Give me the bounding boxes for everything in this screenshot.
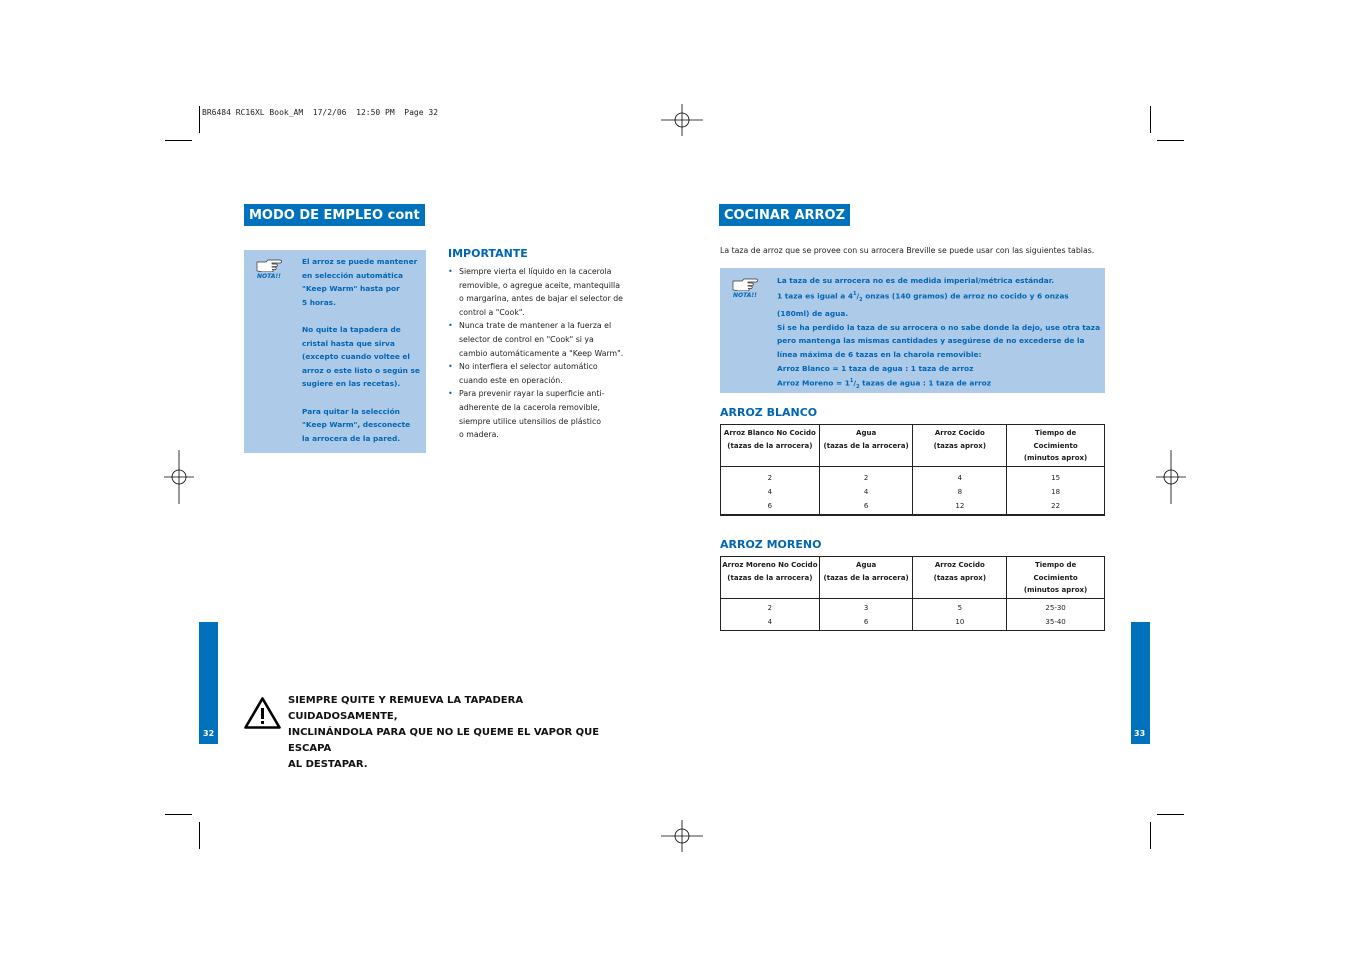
page-tab [199,622,218,744]
list-item [448,265,638,319]
bullet-line: No interfiera el selector automático [459,362,598,372]
bullet-line: cambio automáticamente a "Keep Warm". [459,348,624,358]
column-header: Arroz Blanco No Cocido (tazas de la arrocera) [721,425,820,467]
bullet-line: Siempre vierta el líquido en la cacerola [459,267,612,276]
page-heading: COCINAR ARROZ [719,204,850,226]
note-line: sugiere en las recetas). [302,379,401,389]
bullet-line: removible, o agregue aceite, mantequilla [459,280,620,290]
bullet-line: o madera. [459,430,499,440]
registration-mark-icon [1156,450,1186,504]
note-line: en selección automática [302,270,403,280]
bullet-line: o margarina, antes de bajar el selector de [459,294,623,304]
page-number: 33 [1134,729,1146,738]
page-number: 32 [203,729,215,738]
note-label: NOTA!! [733,292,757,299]
table-cell: 2 4 6 [819,466,913,515]
print-slug: BR6484 RC16XL Book_AM 17/2/06 12:50 PM Page 32 [202,108,439,117]
note-line: 5 horas. [302,297,336,307]
note-line: "Keep Warm", desconecte [302,420,411,430]
note-line [302,309,424,323]
rice-table-blanco [720,424,1105,516]
note-text [302,255,424,445]
table-row [721,598,1105,630]
table-cell: 4 8 12 [913,466,1007,515]
crop-mark [199,822,200,849]
crop-mark [165,814,192,815]
table-cell: 3 6 [819,598,913,630]
note-line: pero mantenga las mismas cantidades y asegúrese de no excederse de la [777,336,1085,346]
bullet-line: siempre utilice utensilios de plástico [459,416,602,426]
table-header-row [721,557,1105,599]
table-cell: 25-30 35-40 [1007,598,1105,630]
note-box [720,268,1105,393]
registration-mark-icon [661,820,703,852]
note-line: Si se ha perdido la taza de su arrocera o no sabe donde la dejo, use otra taza [777,322,1101,332]
pointing-hand-icon [256,258,282,272]
registration-mark-icon [164,450,194,504]
note-span: tazas de agua : 1 taza de arroz [859,378,992,388]
rice-table-moreno [720,556,1105,631]
note-line: "Keep Warm" hasta por [302,284,400,294]
bullet-icon: • [448,321,453,331]
warning-line: SIEMPRE QUITE Y REMUEVA LA TAPADERA CUIDADOSAMENTE, [288,695,524,722]
column-header: Tiempo de Cocimiento (minutos aprox) [1007,425,1105,467]
crop-mark [1150,106,1151,133]
bullet-line: adherente de la cacerola removible, [459,402,600,412]
note-line: La taza de su arrocera no es de medida imperial/métrica estándar. [777,276,1055,285]
importante-heading: IMPORTANTE [448,247,528,260]
list-item [448,319,638,360]
note-span: 1 taza es igual a 4 [777,291,853,301]
warning-triangle-icon [244,697,281,729]
column-header: Agua (tazas de la arrocera) [819,557,913,599]
crop-mark [1150,822,1151,849]
table-header-row [721,425,1105,467]
pointing-hand-icon [732,277,758,291]
column-header: Agua (tazas de la arrocera) [819,425,913,467]
note-line: El arroz se puede mantener [302,257,418,266]
registration-mark-icon [661,104,703,136]
table-title-moreno: ARROZ MORENO [720,538,822,551]
importante-list [448,265,638,442]
bullet-line: Para prevenir rayar la superficie anti- [459,389,605,399]
bullet-line: cuando este en operación. [459,375,563,385]
note-line: 1 taza es igual a $4^1/_2$ onzas (140 gramos) de arroz no cocido y 6 onzas [777,290,1069,303]
intro-text: La taza de arroz que se provee con su arrocera Breville se puede usar con las siguientes tablas. [720,246,1095,255]
table-cell: 2 4 6 [721,466,820,515]
note-line: cristal hasta que sirva [302,338,395,348]
note-span: onzas (140 gramos) de arroz no cocido y 6 onzas [862,291,1069,301]
page-heading: MODO DE EMPLEO cont [244,204,425,226]
bullet-line: Nunca trate de mantener a la fuerza el [459,321,612,331]
fraction-numerator: 1 [849,378,854,385]
bullet-icon: • [448,267,453,276]
note-span: Arroz Moreno = 1 [777,378,850,388]
note-line: No quite la tapadera de [302,324,401,334]
table-title-blanco: ARROZ BLANCO [720,406,818,419]
fraction-numerator: 1 [852,290,857,297]
warning-text [288,693,628,773]
column-header: Arroz Cocido (tazas aprox) [913,557,1007,599]
note-line: (excepto cuando voltee el [302,352,410,362]
list-item [448,360,638,387]
crop-mark [1157,140,1184,141]
crop-mark [1157,814,1184,815]
bullet-icon: • [448,362,453,372]
warning-line: AL DESTAPAR. [288,759,368,770]
crop-mark [165,140,192,141]
note-label: NOTA!! [257,273,281,280]
crop-mark [199,106,200,133]
note-line: la arrocera de la pared. [302,433,401,443]
fraction-denominator: 2 [856,384,860,391]
bullet-line: control a "Cook". [459,307,525,317]
note-line: Para quitar la selección [302,406,400,416]
column-header: Arroz Moreno No Cocido (tazas de la arrocera) [721,557,820,599]
note-line: arroz o este listo o según se [302,365,420,375]
column-header: Tiempo de Cocimiento (minutos aprox) [1007,557,1105,599]
table-row [721,466,1105,515]
note-text [777,274,1102,395]
note-line [302,391,424,405]
fraction-denominator: 2 [859,296,863,303]
table-cell: 2 4 [721,598,820,630]
note-box [244,250,426,453]
page-tab [1131,622,1150,744]
note-line: (180ml) de agua. [777,309,849,319]
list-item [448,387,638,441]
table-cell: 5 10 [913,598,1007,630]
note-line: línea máxima de 6 tazas en la charola removible: [777,349,982,359]
note-line: Arroz Blanco = 1 taza de agua : 1 taza de arroz [777,363,974,373]
warning-line: INCLINÁNDOLA PARA QUE NO LE QUEME EL VAPOR QUE ESCAPA [288,727,600,754]
table-cell: 15 18 22 [1007,466,1105,515]
column-header: Arroz Cocido (tazas aprox) [913,425,1007,467]
bullet-icon: • [448,389,453,399]
note-line: Arroz Moreno = $1^1/_2$ tazas de agua : 1 taza de arroz [777,378,992,391]
bullet-line: selector de control en "Cook" si ya [459,334,594,344]
